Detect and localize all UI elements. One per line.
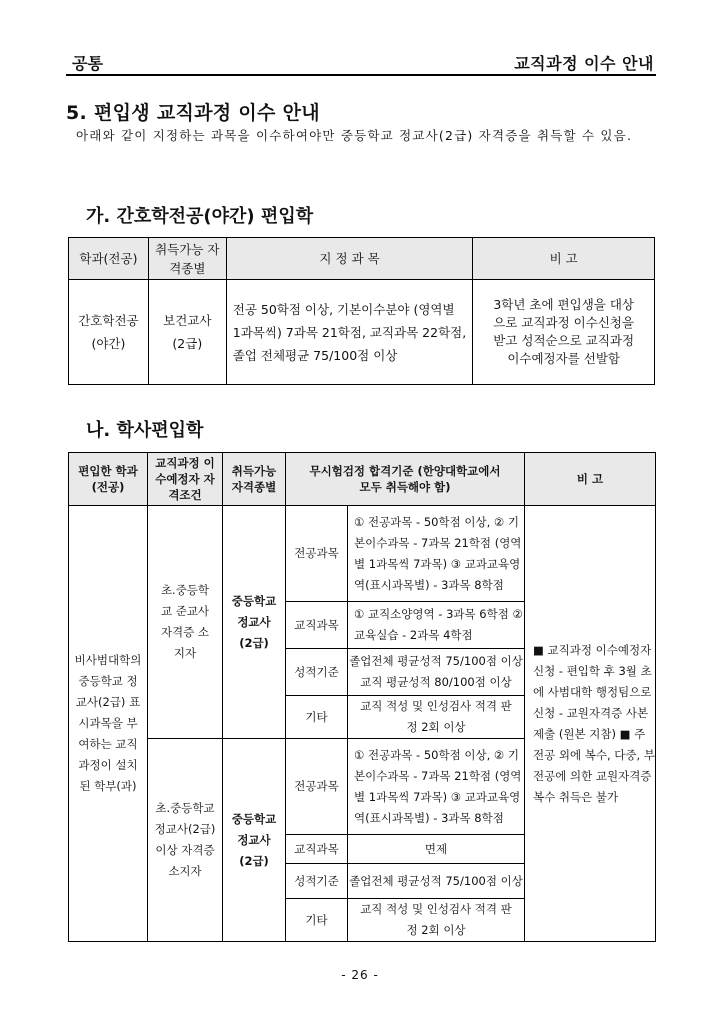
- header-dept: 편입한 학과(전공): [69, 453, 148, 506]
- intro-text: 아래와 같이 지정하는 과목을 이수하여야만 중등학교 정교사(2급) 자격증을 취득할 수 있음.: [76, 128, 633, 143]
- header-criteria: 무시험검정 합격기준 (한양대학교에서 모두 취득해야 함): [286, 453, 525, 506]
- remarks-cell: ■ 교직과정 이수예정자 신청 - 편입학 후 3월 초에 사범대학 행정팀으로 신청 - 교원자격증 사본 제출 (원본 지참) ■ 주전공 외에 복수, 다중, 부전공에 의한 교원자격증 복수 취득은 불가: [525, 506, 656, 942]
- page-number: - 26 -: [341, 968, 379, 982]
- header-cert: 취득가능 자격종별: [148, 238, 226, 280]
- condition-cell: 초.중등학교 준교사 자격증 소지자: [148, 506, 223, 739]
- dept-cell: 간호학전공 (야간): [69, 280, 149, 385]
- category-cell: 교직과목: [286, 835, 348, 864]
- section-title: 5. 편입생 교직과정 이수 안내: [66, 102, 320, 124]
- table-row: [69, 506, 656, 602]
- header-note: 비 고: [473, 238, 655, 280]
- category-cell: 기타: [286, 696, 348, 739]
- note-cell: 3학년 초에 편입생을 대상으로 교직과정 이수신청을 받고 성적순으로 교직과정 이수예정자를 선발함: [473, 280, 655, 385]
- header-condition: 교직과정 이수예정자 자격조건: [148, 453, 223, 506]
- category-cell: 교직과목: [286, 602, 348, 649]
- cert-cell: 보건교사 (2급): [148, 280, 226, 385]
- criteria-cell: 교직 적성 및 인성검사 적격 판정 2회 이상: [348, 899, 525, 942]
- header-cert: 취득가능 자격종별: [223, 453, 286, 506]
- cert-cell: 중등학교 정교사 (2급): [223, 506, 286, 739]
- table-header-row: [69, 238, 655, 280]
- courses-cell: 전공 50학점 이상, 기본이수분야 (영역별 1과목씩) 7과목 21학점, 교직과목 22학점, 졸업 전체평균 75/100점 이상: [226, 280, 473, 385]
- criteria-cell: 졸업전체 평균성적 75/100점 이상: [348, 864, 525, 899]
- category-cell: 전공과목: [286, 739, 348, 835]
- header-dept: 학과(전공): [69, 238, 149, 280]
- header-category: 공통: [72, 54, 103, 73]
- criteria-cell: ① 전공과목 - 50학점 이상, ② 기본이수과목 - 7과목 21학점 (영역별 1과목씩 7과목) ③ 교과교육영역(표시과목별) - 3과목 8학점: [348, 739, 525, 835]
- criteria-cell: 졸업전체 평균성적 75/100점 이상 교직 평균성적 80/100점 이상: [348, 649, 525, 696]
- header-title: 교직과정 이수 안내: [514, 54, 654, 73]
- criteria-cell: 면제: [348, 835, 525, 864]
- criteria-cell: 교직 적성 및 인성검사 적격 판정 2회 이상: [348, 696, 525, 739]
- header-remarks: 비 고: [525, 453, 656, 506]
- cert-cell: 중등학교 정교사 (2급): [223, 739, 286, 942]
- category-cell: 성적기준: [286, 649, 348, 696]
- nursing-transfer-table: [68, 237, 655, 385]
- dept-cell: 비사범대학의 중등학교 정교사(2급) 표시과목을 부여하는 교직과정이 설치된 학부(과): [69, 506, 148, 942]
- page-header: [66, 48, 656, 76]
- table-header-row: [69, 453, 656, 506]
- criteria-cell: ① 교직소양영역 - 3과목 6학점 ② 교육실습 - 2과목 4학점: [348, 602, 525, 649]
- criteria-cell: ① 전공과목 - 50학점 이상, ② 기본이수과목 - 7과목 21학점 (영역별 1과목씩 7과목) ③ 교과교육영역(표시과목별) - 3과목 8학점: [348, 506, 525, 602]
- header-courses: 지 정 과 목: [226, 238, 473, 280]
- bachelor-transfer-table: [68, 452, 656, 942]
- category-cell: 성적기준: [286, 864, 348, 899]
- category-cell: 기타: [286, 899, 348, 942]
- part-a-title: 가. 간호학전공(야간) 편입학: [86, 206, 314, 227]
- table-row: [69, 280, 655, 385]
- category-cell: 전공과목: [286, 506, 348, 602]
- condition-cell: 초.중등학교 정교사(2급) 이상 자격증 소지자: [148, 739, 223, 942]
- part-b-title: 나. 학사편입학: [86, 420, 204, 441]
